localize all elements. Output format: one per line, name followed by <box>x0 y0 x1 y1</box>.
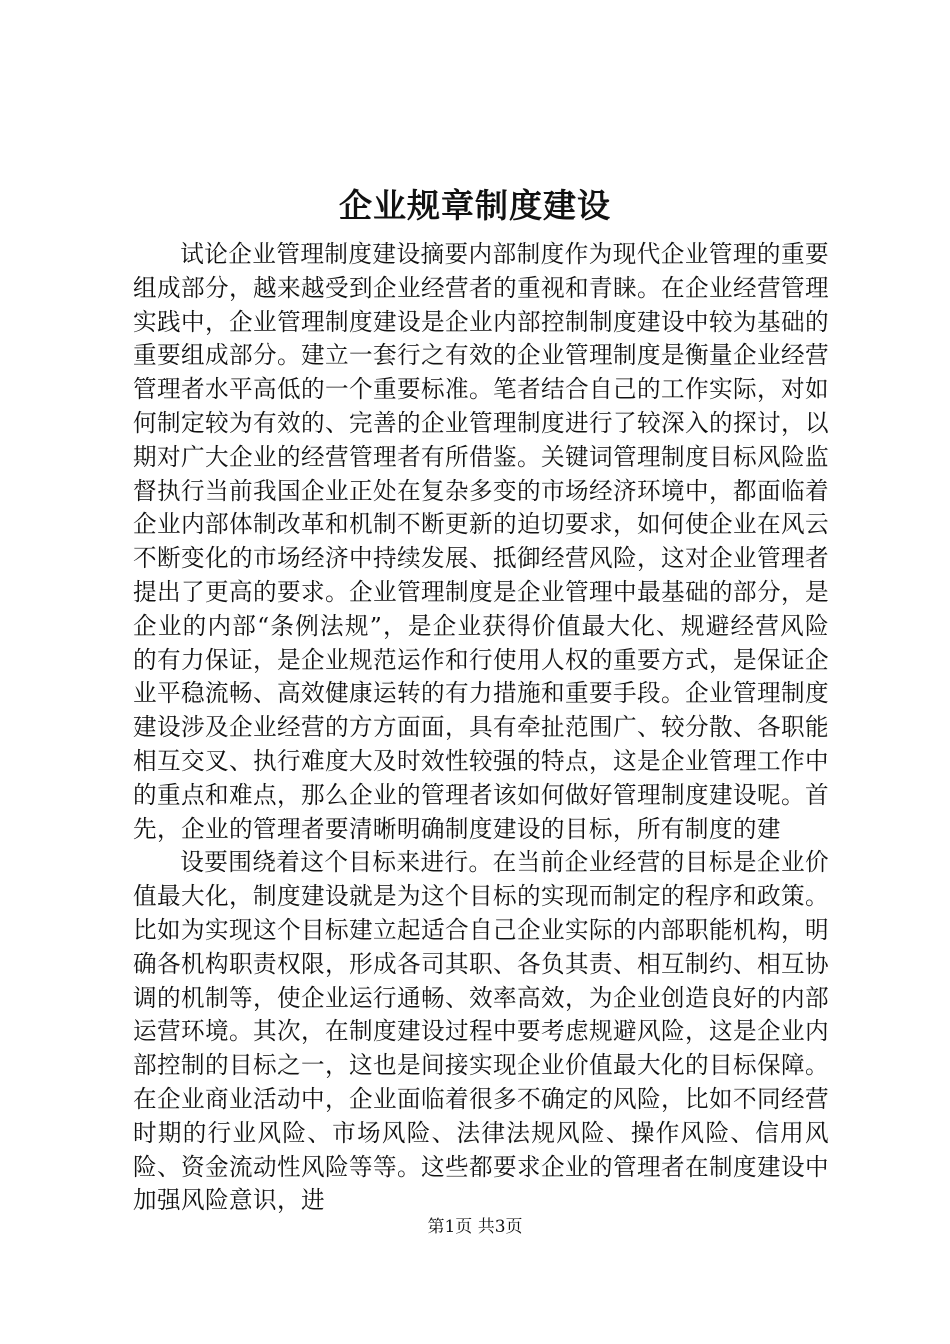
page-number-footer: 第1页 共3页 <box>427 1217 523 1237</box>
document-body <box>133 238 829 1218</box>
document-title: 企业规章制度建设 <box>339 186 611 225</box>
paragraph-2: 设要围绕着这个目标来进行。在当前企业经营的目标是企业价值最大化，制度建设就是为这个目标的实现而制定的程序和政策。比如为实现这个目标建立起适合自己企业实际的内部职能机构，明确各机构职责权限，形成各司其职、各负其责、相互制约、相互协调的机制等，使企业运行通畅、效率高效，为企业创造良好的内部运营环境。其次，在制度建设过程中要考虑规避风险，这是企业内部控制的目标之一，这也是间接实现企业价值最大化的目标保障。在企业商业活动中，企业面临着很多不确定的风险，比如不同经营时期的行业风险、市场风险、法律法规风险、操作风险、信用风险、资金流动性风险等等。这些都要求企业的管理者在制度建设中加强风险意识，进 <box>133 848 829 1215</box>
paragraph-1: 试论企业管理制度建设摘要内部制度作为现代企业管理的重要组成部分，越来越受到企业经营者的重视和青睐。在企业经营管理实践中，企业管理制度建设是企业内部控制制度建设中较为基础的重要组成部分。建立一套行之有效的企业管理制度是衡量企业经营管理者水平高低的一个重要标准。笔者结合自己的工作实际，对如何制定较为有效的、完善的企业管理制度进行了较深入的探讨，以期对广大企业的经营管理者有所借鉴。关键词管理制度目标风险监督执行当前我国企业正处在复杂多变的市场经济环境中，都面临着企业内部体制改革和机制不断更新的迫切要求，如何使企业在风云不断变化的市场经济中持续发展、抵御经营风险，这对企业管理者提出了更高的要求。企业管理制度是企业管理中最基础的部分，是企业的内部“条例法规”，是企业获得价值最大化、规避经营风险的有力保证，是企业规范运作和行使用人权的重要方式，是保证企业平稳流畅、高效健康运转的有力措施和重要手段。企业管理制度建设涉及企业经营的方方面面，具有牵扯范围广、较分散、各职能相互交叉、执行难度大及时效性较强的特点，这是企业管理工作中的重点和难点，那么企业的管理者该如何做好管理制度建设呢。首先，企业的管理者要清晰明确制度建设的目标，所有制度的建 <box>133 240 829 843</box>
